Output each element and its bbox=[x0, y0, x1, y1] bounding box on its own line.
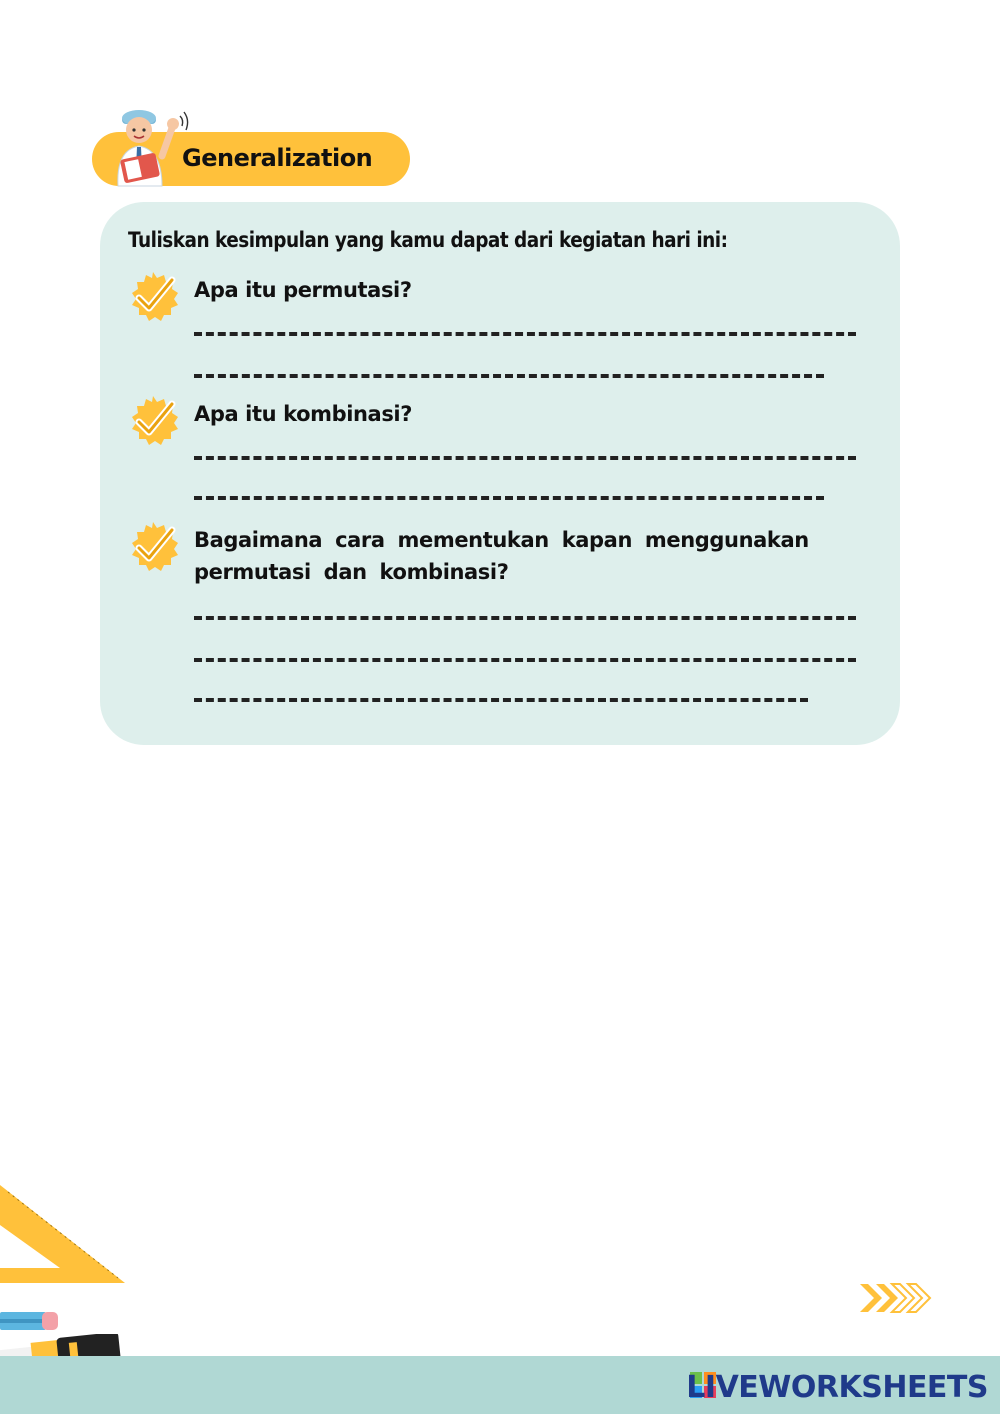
footer-band bbox=[0, 1356, 1000, 1414]
question-text-1: Apa itu permutasi? bbox=[194, 278, 412, 302]
answer-line[interactable] bbox=[194, 496, 824, 500]
answer-line[interactable] bbox=[194, 698, 808, 702]
answer-line[interactable] bbox=[194, 456, 856, 460]
pencil-icon bbox=[0, 1306, 62, 1336]
character-icon bbox=[100, 98, 190, 190]
question-text-3: Bagaimana cara mementukan kapan menggunakan permutasi dan kombinasi? bbox=[194, 528, 809, 584]
chevrons-icon bbox=[856, 1282, 932, 1314]
answer-line[interactable] bbox=[194, 332, 856, 336]
answer-line[interactable] bbox=[194, 658, 856, 662]
check-badge-icon bbox=[126, 394, 180, 448]
answer-line[interactable] bbox=[194, 616, 856, 620]
question-text-2: Apa itu kombinasi? bbox=[194, 402, 413, 426]
section-title: Generalization bbox=[182, 144, 373, 172]
brand-name[interactable]: LIVEWORKSHEETS bbox=[686, 1370, 988, 1405]
check-badge-icon bbox=[126, 270, 180, 324]
instruction-text: Tuliskan kesimpulan yang kamu dapat dari kegiatan hari ini: bbox=[128, 228, 728, 252]
set-square-icon bbox=[0, 1180, 130, 1290]
check-badge-icon bbox=[126, 520, 180, 574]
conclusion-card bbox=[100, 202, 900, 745]
answer-line[interactable] bbox=[194, 374, 824, 378]
